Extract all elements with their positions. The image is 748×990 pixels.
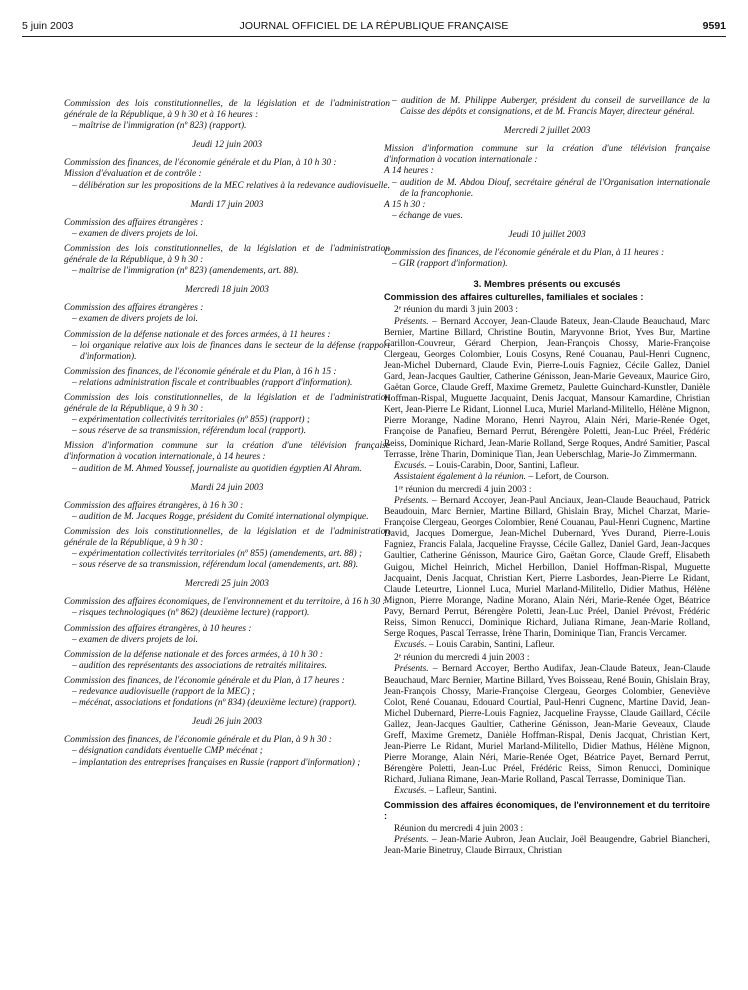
label: Excusés. (394, 640, 427, 651)
agenda-heading: Commission des lois constitutionnelles, de la législation et de l'administration générale de la République, à 9 h 30 : (64, 243, 390, 266)
agenda-entry: – audition de M. Jacques Rogge, président du Comité international olympique. (72, 511, 369, 522)
committee-title: Commission des affaires économiques, de l'environnement et du territoire : (384, 799, 710, 821)
excused-members: Excusés. – Louis-Carabin, Door, Santini, Lafleur. (394, 460, 580, 471)
agenda-entry: – expérimentation collectivités territoriales (nº 855) (amendements, art. 88) ; (72, 549, 363, 560)
agenda-entry: – maîtrise de l'immigration (nº 823) (rapport). (72, 121, 247, 132)
agenda-date: Mercredi 25 juin 2003 (185, 579, 269, 590)
agenda-entry: – examen de divers projets de loi. (72, 228, 198, 239)
agenda-item (64, 501, 390, 523)
agenda-date: Jeudi 26 juin 2003 (191, 717, 263, 728)
agenda-entry: – mécénat, associations et fondations (nº 834) (deuxième lecture) (rapport). (72, 698, 357, 709)
agenda-item (384, 96, 710, 118)
agenda-heading: Commission des lois constitutionnelles, de la législation et de l'administration générale de la République, à 9 h 30 et à 16 heures : (64, 99, 390, 121)
agenda-entry: – sous réserve de sa transmission, référendum local (amendements, art. 88). (72, 560, 359, 571)
label: Excusés. (394, 786, 427, 797)
issue-date: 5 juin 2003 (22, 20, 74, 32)
agenda-entry: – implantation des entreprises françaises en Russie (rapport d'information) ; (72, 757, 361, 768)
label: Excusés. (394, 460, 427, 471)
agenda-heading: Commission de la défense nationale et des forces armées, à 11 heures : (64, 329, 331, 340)
agenda-item (64, 441, 390, 474)
agenda-item (64, 244, 390, 277)
agenda-entry: – désignation candidats éventuelle CMP mécénat ; (72, 746, 263, 757)
agenda-heading: Commission des finances, de l'économie générale et du Plan, à 17 heures : (64, 675, 345, 686)
meeting-heading: 1ʳᵉ réunion du mercredi 4 juin 2003 : (394, 484, 532, 495)
agenda-item (64, 218, 390, 240)
section-title: 3. Membres présents ou excusés (473, 278, 621, 290)
agenda-entry: – relations administration fiscale et contribuables (rapport d'information). (72, 377, 353, 388)
agenda-entry: – examen de divers projets de loi. (72, 314, 198, 325)
agenda-entry: – maîtrise de l'immigration (nº 823) (amendements, art. 88). (72, 266, 299, 277)
agenda-entry: – délibération sur les propositions de la MEC relatives à la redevance audiovisuelle. (72, 180, 390, 191)
agenda-item (64, 330, 390, 363)
agenda-item (64, 624, 390, 646)
agenda-item (64, 99, 390, 132)
agenda-entry: – GIR (rapport d'information). (392, 259, 508, 270)
agenda-entry: – audition de M. Abdou Diouf, secrétaire général de l'Organisation internationale de la francophonie. (392, 177, 710, 199)
label: Présents. (394, 496, 429, 506)
agenda-entry: – échange de vues. (392, 210, 463, 221)
label: Assistaient également à la réunion. (394, 471, 527, 482)
agenda-heading: Mission d'information commune sur la création d'une télévision française d'information à vocation internationale : (384, 144, 710, 166)
agenda-item (64, 367, 390, 389)
agenda-entry: – sous réserve de sa transmission, référendum local (rapport). (72, 426, 307, 437)
present-members: Présents. – Jean-Marie Aubron, Jean Auclair, Joël Beaugendre, Gabriel Biancheri, Jean-Marie Binetruy, Claude Birraux, Christian (384, 834, 710, 856)
agenda-date: Mardi 17 juin 2003 (190, 199, 264, 210)
present-members: Présents. – Bernard Accoyer, Bertho Audifax, Jean-Claude Bateux, Jean-Claude Beauchaud, Marc Bernier, Martine Billard, Yves Boisseau, René Bouin, Ghislain Bray, Jean-François Chossy, Marie-Françoise Clergeau, Georges Colombier, Geneviève Colot, René Couanau, Edouard Courtial, Paul-Henri Cugnenc, Martine David, Jean-Michel Dubernard, Pierre-Louis Fagniez, Jacqueline Fraysse, Claude Gaillard, Cécile Gallez, Jean-Jacques Gaultier, Catherine Génisson, Jean-Marie Geveaux, Claude Greff, Maxime Gremetz, Danièle Hoffman-Rispal, Denis Jacquat, Christian Kert, Jean-Pierre Le Ridant, Muriel Marland-Militello, Didier Mathus, Hélène Mignon, Pierre Morange, Alain Néri, Marie-Renée Oget, Béatrice Payet, Bernard Perrut, Bérengère Poletti, Jean-Luc Préel, Frédéric Reiss, Simon Renucci, Dominique Richard, Juliana Rimane, Jean-Marie Rolland, Pascal Terrasse, Dominique Tian. (384, 664, 710, 786)
agenda-entry: – expérimentation collectivités territoriales (nº 855) (rapport) ; (72, 415, 311, 426)
present-members: Présents. – Bernard Accoyer, Jean-Paul Anciaux, Jean-Claude Beauchaud, Patrick Beaudouin, Marc Bernier, Martine Billard, Ghislain Bray, Michel Charzat, Marie-Françoise Clergeau, Georges Colombier, René Couanau, Paul-Henri Cugnenc, Martine David, Jacques Domergue, Jean-Michel Dubernard, Yves Durand, Pierre-Louis Fagniez, Francis Falala, Jacqueline Fraysse, Cécile Gallez, Daniel Gard, Jean-Jacques Gaultier, Catherine Génisson, Maurice Giro, Gaëtan Gorce, Claude Greff, Elisabeth Guigou, Michel Heinrich, Michel Herbillon, Daniel Hoffman-Rispal, Muguette Jacquaint, Denis Jacquat, Christian Kert, Pierre Lasbordes, Jean-Pierre Le Ridant, Claude Leteurtre, Lionnel Luca, Muriel Marland-Militello, Didier Mathus, Hélène Mignon, Pierre Morange, Nadine Morano, Alain Néri, Marie-Renée Oget, Béatrice Pavy, Bernard Perrut, Bérengère Poletti, Jean-Luc Préel, Daniel Prévost, Frédéric Reiss, Simon Renucci, Dominique Richard, Juliana Rimane, Jean-Marie Rolland, Serge Roques, Pascal Terrasse, Irène Tharin, Dominique Tian, Francis Vercamer. (384, 496, 710, 640)
agenda-heading: Commission des affaires étrangères : (64, 303, 204, 314)
agenda-entry: – loi organique relative aux lois de finances dans le secteur de la défense (rapport d'information). (72, 340, 390, 362)
agenda-entry: – redevance audiovisuelle (rapport de la MEC) ; (72, 687, 256, 698)
agenda-heading: Commission des finances, de l'économie générale et du Plan, à 10 h 30 : (64, 158, 337, 169)
agenda-heading: Commission des finances, de l'économie générale et du Plan, à 16 h 15 : (64, 366, 337, 377)
agenda-heading: Commission des affaires étrangères, à 10 heures : (64, 623, 252, 634)
agenda-item (64, 393, 390, 437)
agenda-entry: – audition de M. Philippe Auberger, président du conseil de surveillance de la Caisse des dépôts et consignations, et de M. Francis Mayer, directeur général. (392, 96, 710, 118)
agenda-item (64, 650, 390, 672)
agenda-heading: Mission d'information commune sur la création d'une télévision française d'information à vocation internationale, à 14 heures : (64, 441, 390, 463)
journal-title: JOURNAL OFFICIEL DE LA RÉPUBLIQUE FRANÇAISE (239, 20, 509, 32)
agenda-heading: Commission des finances, de l'économie générale et du Plan, à 11 heures : (384, 248, 665, 259)
present-members: Présents. – Bernard Accoyer, Jean-Claude Bateux, Jean-Claude Beauchaud, Marc Bernier, Martine Billard, Christine Boutin, Maryvonne Briot, Yves Bur, Martine Carillon-Couvreur, Gérard Cherpion, Jean-François Chossy, Marie-Françoise Clergeau, Georges Colombier, Louis Cosyns, René Couanau, Paul-Henri Cugnenc, Jean-Michel Dubernard, Claude Evin, Pierre-Louis Fagniez, Cécile Gallez, Daniel Gard, Jean-Jacques Gaultier, Catherine Génisson, Jean-Marie Geveaux, Maurice Giro, Gaëtan Gorce, Claude Greff, Maxime Gremetz, Paulette Guinchard-Kunstler, Danièle Hoffman-Rispal, Muguette Jacquaint, Denis Jacquat, Mansour Kamardine, Christian Kert, Jean-Pierre Le Ridant, Lionnel Luca, Muriel Marland-Militello, Hélène Mignon, Pierre Morange, Nadine Morano, Henri Nayrou, Alain Néri, Marie-Renée Oget, Françoise de Panafieu, Bernard Perrut, Bérengère Poletti, Jean-Luc Préel, Frédéric Reiss, Dominique Richard, Jean-Marie Rolland, Serge Roques, André Samitier, Pascal Terrasse, Irène Tharin, Dominique Tian, Jean Ueberschlag, Marie-Jo Zimmermann. (384, 316, 710, 460)
agenda-date: Jeudi 12 juin 2003 (191, 140, 263, 151)
meeting-heading: Réunion du mercredi 4 juin 2003 : (394, 823, 524, 834)
agenda-date: Mardi 24 juin 2003 (190, 482, 264, 493)
agenda-item (64, 597, 390, 619)
page-number: 9591 (702, 20, 726, 32)
agenda-date: Mercredi 2 juillet 2003 (503, 126, 591, 137)
agenda-date: Jeudi 10 juillet 2003 (508, 229, 586, 240)
label: Présents. (394, 834, 429, 845)
page-header (22, 20, 726, 34)
agenda-heading: Commission des affaires économiques, de l'environnement et du territoire, à 16 h 30 : (64, 597, 386, 608)
agenda-heading: Commission des lois constitutionnelles, de la législation et de l'administration générale de la République, à 9 h 30 : (64, 526, 390, 548)
agenda-heading: Commission de la défense nationale et des forces armées, à 10 h 30 : (64, 649, 323, 660)
agenda-entry: – audition de M. Ahmed Youssef, journaliste au quotidien égyptien Al Ahram. (72, 463, 362, 474)
agenda-item (64, 303, 390, 325)
excused-members: Excusés. – Lafleur, Santini. (394, 786, 497, 797)
excused-members: Assistaient également à la réunion. – Lefort, de Courson. (394, 471, 609, 482)
agenda-item (384, 248, 710, 270)
agenda-item (64, 158, 390, 191)
label: Présents. (394, 316, 429, 327)
agenda-heading: A 14 heures : (384, 166, 434, 177)
excused-members: Excusés. – Louis Carabin, Santini, Lafleur. (394, 640, 555, 651)
agenda-heading: Commission des lois constitutionnelles, de la législation et de l'administration générale de la République, à 9 h 30 : (64, 392, 390, 415)
agenda-entry: – examen de divers projets de loi. (72, 634, 198, 645)
agenda-heading: Commission des affaires étrangères, à 16 h 30 : (64, 500, 244, 511)
agenda-heading: Mission d'évaluation et de contrôle : (64, 169, 202, 180)
agenda-date: Mercredi 18 juin 2003 (185, 285, 269, 296)
agenda-heading: Commission des affaires étrangères : (64, 217, 204, 228)
agenda-heading: Commission des finances, de l'économie générale et du Plan, à 9 h 30 : (64, 735, 332, 746)
agenda-entry: – risques technologiques (nº 862) (deuxième lecture) (rapport). (72, 608, 310, 619)
right-column (384, 96, 710, 857)
agenda-entry: – audition des représentants des associations de retraités militaires. (72, 660, 327, 671)
header-rule (22, 36, 726, 37)
agenda-heading: A 15 h 30 : (384, 199, 426, 210)
label: Présents. (394, 664, 429, 675)
agenda-item (384, 144, 710, 222)
meeting-heading: 2ᵉ réunion du mardi 3 juin 2003 : (394, 305, 519, 316)
committee-title: Commission des affaires culturelles, familiales et sociales : (384, 292, 644, 303)
agenda-item (64, 676, 390, 709)
meeting-heading: 2ᵉ réunion du mercredi 4 juin 2003 : (394, 653, 530, 664)
left-column (64, 99, 390, 773)
agenda-item (64, 735, 390, 768)
agenda-item (64, 527, 390, 571)
